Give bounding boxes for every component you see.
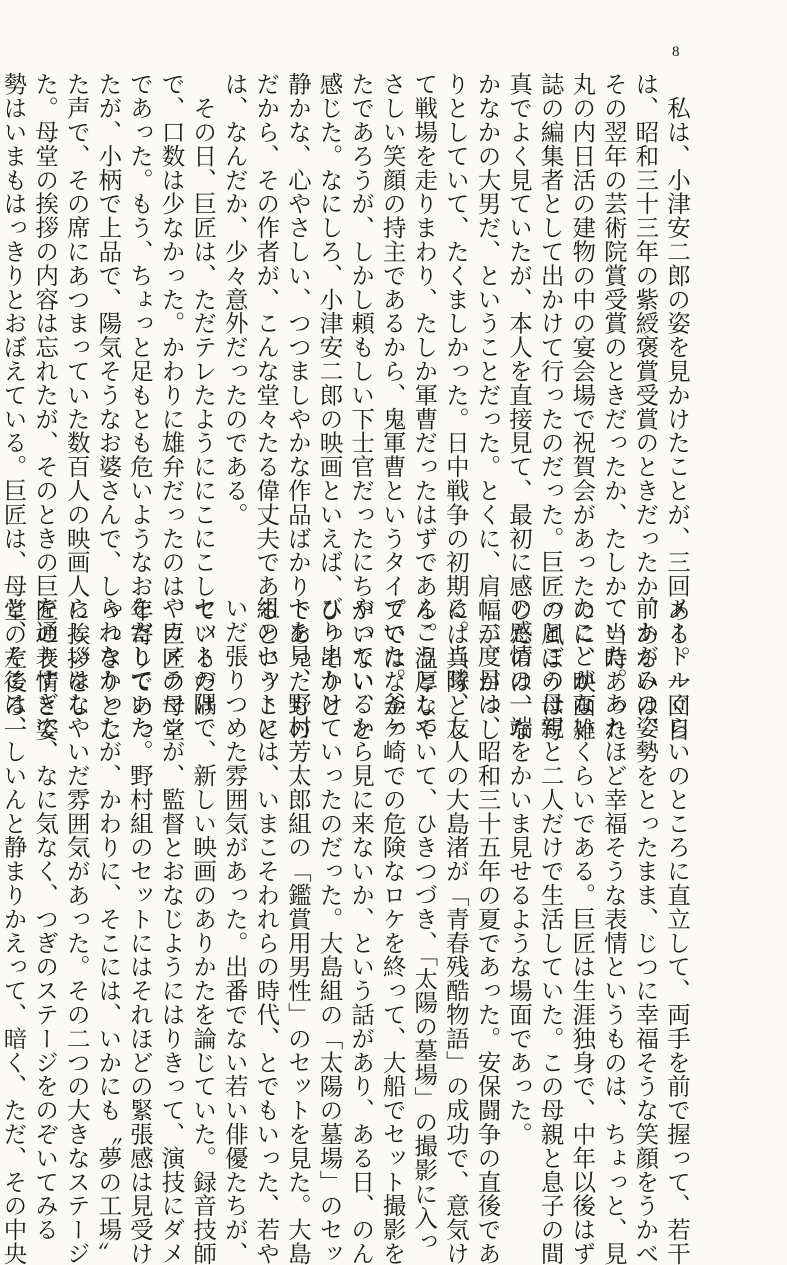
text-line: であった。もう、ちょっと足もとも危いようなお年寄りであっ (125, 72, 154, 742)
text-line: たが、小柄で上品で、陽気そうなお婆さんで、しゃっきりとし (94, 72, 123, 742)
text-line: やっているから見に来ないか、という話があり、ある日、のん (347, 596, 376, 1265)
text-line: は、なんだか、少々意外だったのである。 (220, 72, 249, 527)
text-line: さしい笑顔の持主であるから、鬼軍曹というタイプではなかっ (378, 72, 407, 742)
text-line: の感情の一端をかいま見せるような場面であった。 (505, 596, 534, 1146)
text-line: る。当時、友人の大島渚が「青春残酷物語」の成功で、意気け (441, 596, 470, 1265)
text-column-upper (0, 72, 692, 742)
text-line: っとこの母親と二人だけで生活していた。この母親と息子の間 (536, 596, 565, 1265)
text-line: 静かな、心やさしい、つつましやかな作品ばかりであったもの (283, 72, 312, 742)
text-line: 二度目は、昭和三十五年の夏であった。安保闘争の直後であ (473, 596, 502, 1265)
text-line: 組のセットには、いまこそわれらの時代、とでもいった、若や (252, 596, 281, 1265)
text-line: 丸の内日活の建物の中の宴会場で祝賀会があったのに、映画雑 (568, 72, 597, 742)
text-line: 感じた。なにしろ、小津安二郎の映画といえば、ひっそりと (315, 72, 344, 718)
text-line: と、そこは、しいんと静まりかえって、暗く、ただ、その中央 (0, 596, 28, 1265)
text-line: りとしていて、たくましかった。日中戦争の初期には兵隊とし (441, 72, 470, 742)
text-line: かなかの大男だ、ということだった。とくに、肩幅が、がっし (473, 72, 502, 742)
text-line: て戦場を走りまわり、たしか軍曹だったはずである。温厚なや (410, 72, 439, 742)
text-line: トを見、野村芳太郎組の「鑑賞用男性」のセットを見た。大島 (283, 596, 312, 1265)
text-line: その日、巨匠は、ただテレたようににこにこしているだけ (189, 72, 218, 718)
text-line: らしいはなやいだ雰囲気があった。その二つの大きなステージ (62, 596, 91, 1265)
text-line: びり出かけていったのだった。大島組の「太陽の墓場」のセッ (315, 596, 344, 1265)
text-line: セットの隅で、新しい映画のありかたを論じていた。録音技師 (189, 596, 218, 1265)
text-line: は、昭和三十三年の紫綬褒賞受賞のときだったか、あるいは、 (631, 72, 660, 742)
text-line: ていた。あれほど幸福そうな表情というものは、ちょっと、見 (599, 596, 628, 1265)
text-line: 真でよく見ていたが、本人を直接見て、最初に感じたのは、な (505, 72, 534, 742)
text-line: 勢はいまもはっきりとおぼえている。巨匠は、母堂の左後ろ一 (0, 72, 28, 742)
text-line: られなかったが、かわりに、そこには、いかにも〝夢の工場〟 (94, 596, 123, 1265)
text-line: いだ張りつめた雰囲気があった。出番でない若い俳優たちが、 (220, 596, 249, 1265)
text-line: で、口数は少なかった。かわりに雄弁だったのは、巨匠の母堂 (157, 72, 186, 742)
text-line: たことがないくらいである。巨匠は生涯独身で、中年以後はず (568, 596, 597, 1265)
text-line: ていた。釜ケ崎での危険なロケを終って、大船でセット撮影を (378, 596, 407, 1265)
text-line: 誌の編集者として出かけて行ったのだった。巨匠の風ぼうは写 (536, 72, 565, 742)
text-line: やカメラマンが、監督とおなじようにはりきって、演技にダメ (157, 596, 186, 1265)
text-line: たであろうが、しかし頼もしい下士官だったにちがいない、と (347, 72, 376, 742)
text-line: をだしていた。野村組のセットにはそれほどの緊張感は見受け (125, 596, 154, 1265)
text-line: んこうとしていて、ひきつづき、「太陽の墓場」の撮影に入っ (410, 596, 439, 1254)
text-line: 私は、小津安二郎の姿を見かけたことが、三回ある。一回目 (663, 72, 691, 742)
text-line: を通りすぎて、なに気なく、つぎのステージをのぞいてみる (31, 596, 60, 1242)
text-line: 前かがみの姿勢をとったまま、じつに幸福そうな笑顔をうかべ (631, 596, 660, 1265)
text-line: メートルぐらいのところに直立して、両手を前で握って、若干 (663, 596, 691, 1265)
text-column-lower (0, 596, 692, 1265)
text-line: た。母堂の挨拶の内容は忘れたが、そのときの巨匠の表情と姿 (31, 72, 60, 742)
text-line: だから、その作者が、こんな堂々たる偉丈夫であるということ (252, 72, 281, 742)
text-line: その翌年の芸術院賞受賞のときだったか、たしか、当時あった (599, 72, 628, 742)
page-number: 8 (672, 44, 680, 60)
text-line: た声で、その席にあつまっていた数百人の映画人に挨拶をし (62, 72, 91, 718)
